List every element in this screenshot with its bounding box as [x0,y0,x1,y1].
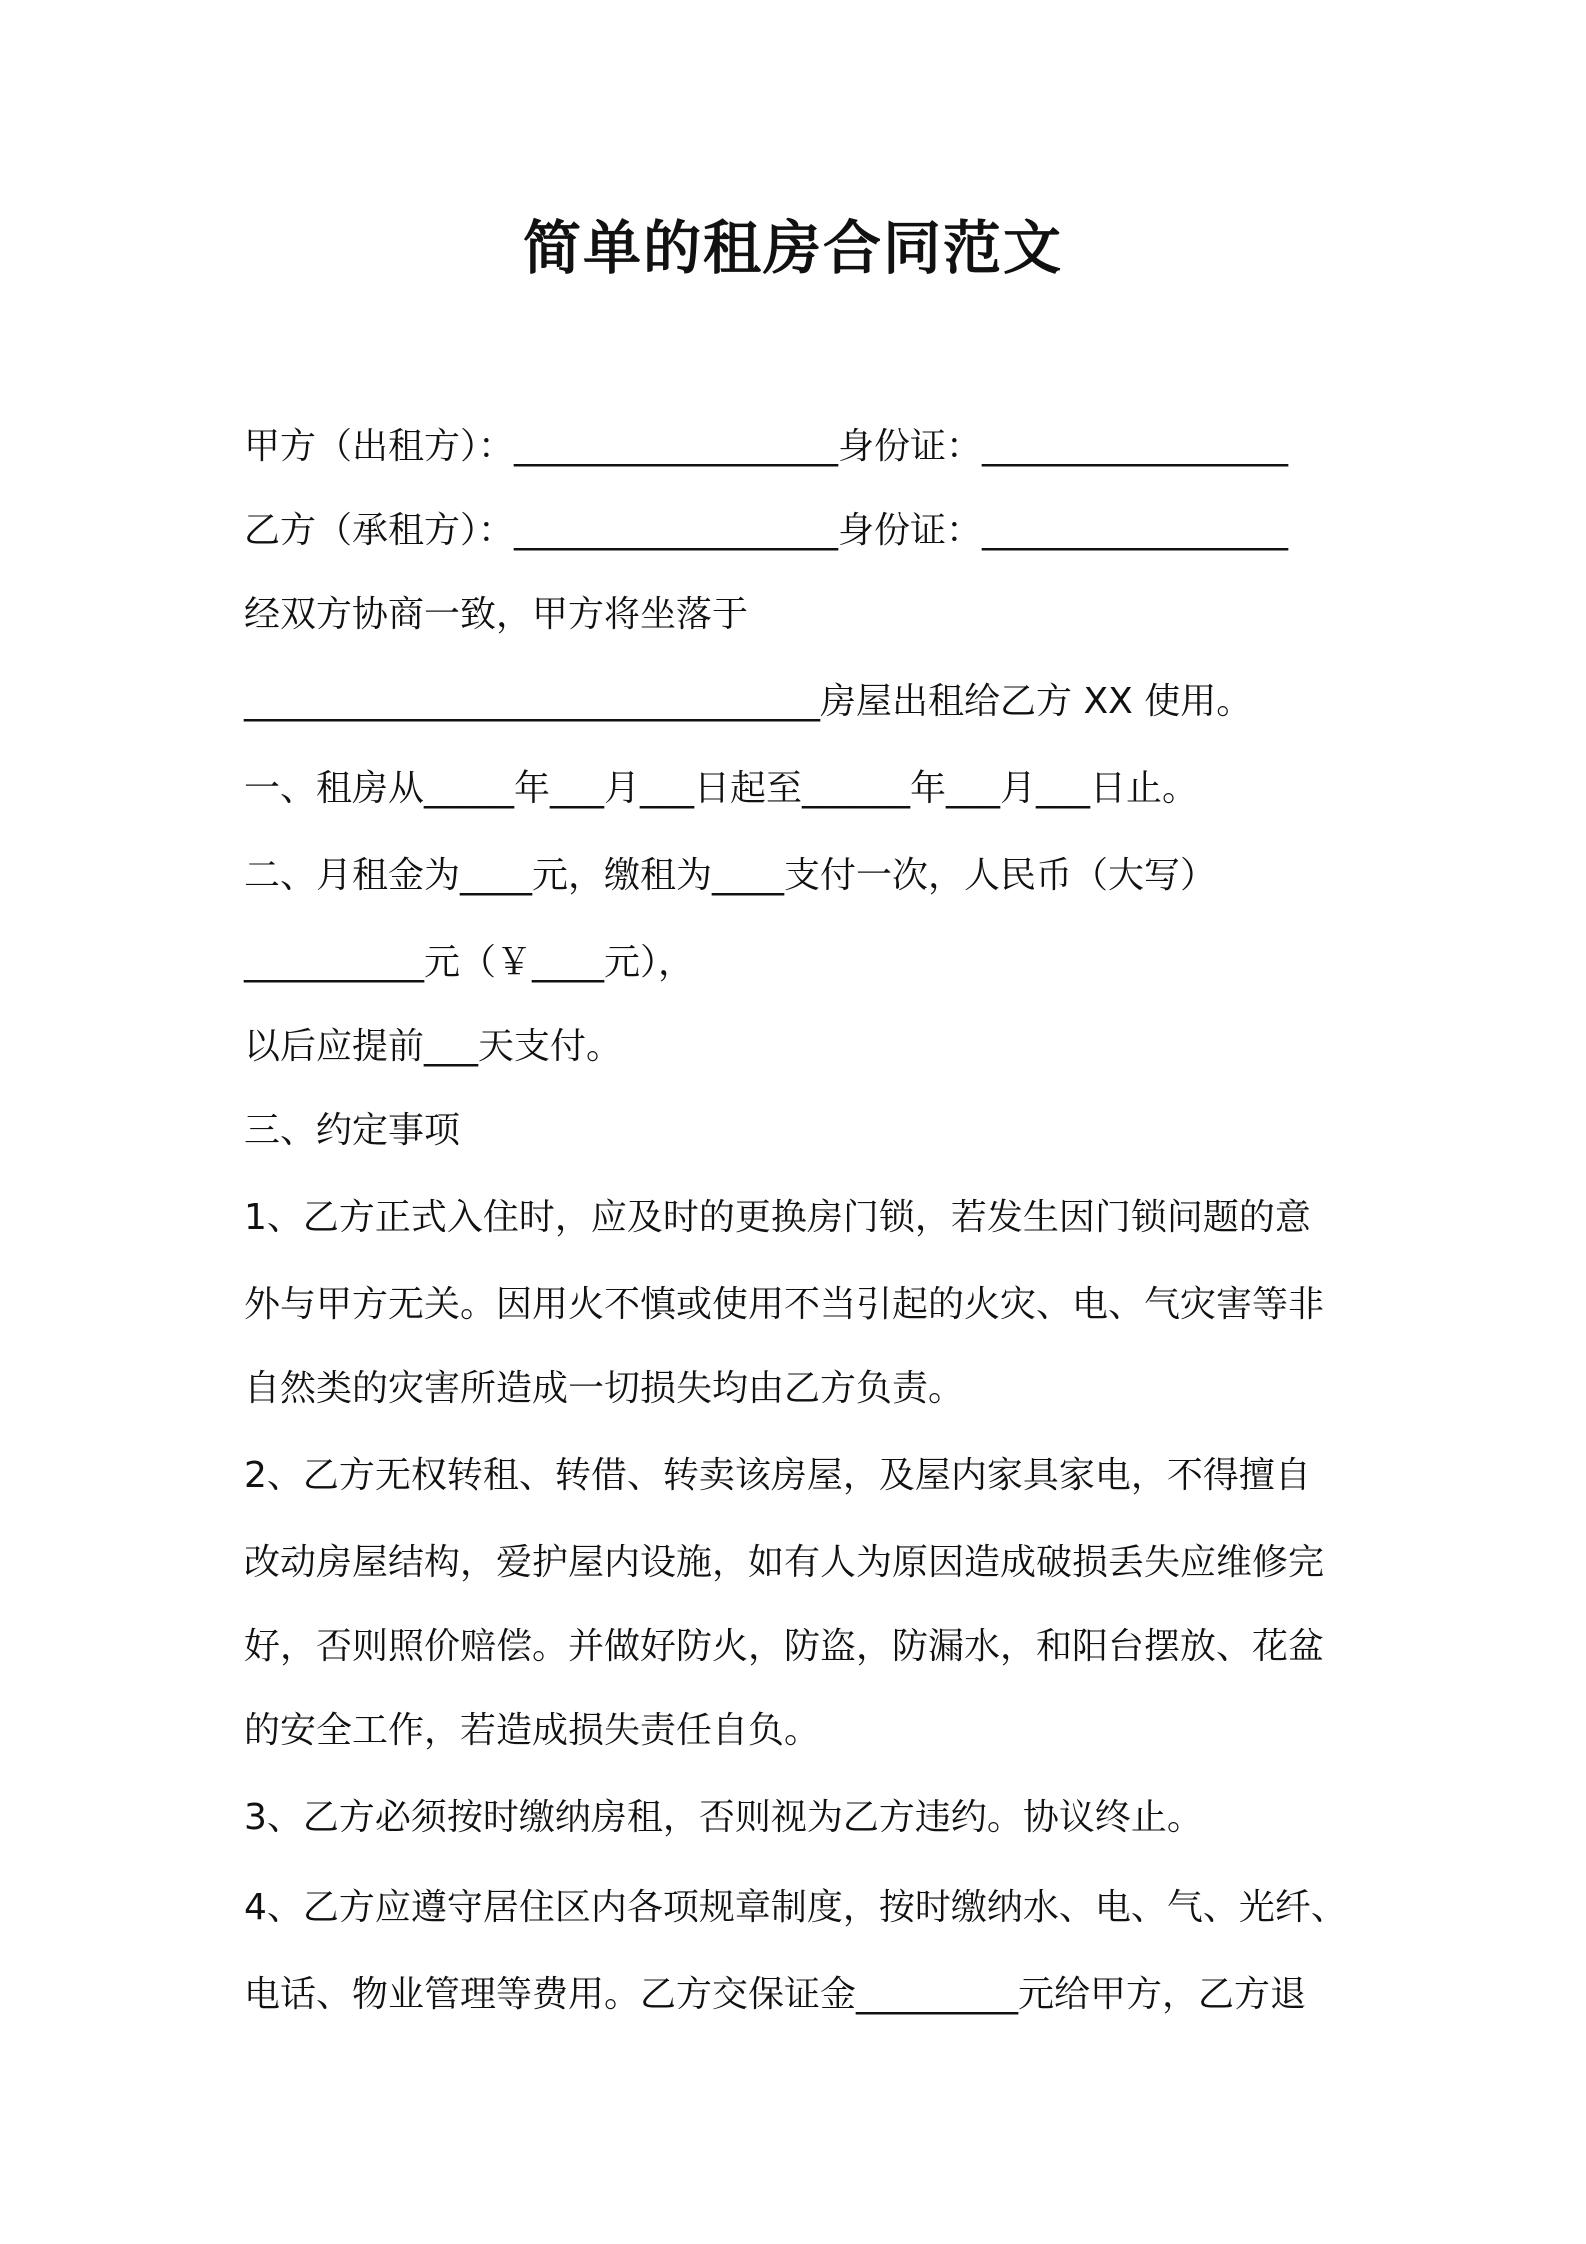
item-1-line-3: 自然类的灾害所造成一切损失均由乙方负责。 [244,1368,965,1409]
clause-2-rent-amount: __________元（￥____元）， [244,942,695,983]
clause-2-rent: 二、月租金为____元，缴租为____支付一次，人民币（大写） [244,855,1217,896]
document-title: 简单的租房合同范文 [522,214,1063,282]
item-1-line-1: 1、乙方正式入住时，应及时的更换房门锁，若发生因门锁问题的意 [244,1197,1311,1238]
property-address-line: ________________________________房屋出租给乙方 XX 使用。 [244,681,1253,722]
item-2-line-4: 的安全工作，若造成损失责任自负。 [244,1710,821,1751]
clause-2-advance-payment: 以后应提前___天支付。 [244,1026,623,1067]
party-a-line: 甲方（出租方）：__________________身份证：_________________ [244,426,1289,467]
item-2-line-2: 改动房屋结构，爱护屋内设施，如有人为原因造成破损丢失应维修完 [244,1542,1325,1583]
document-body [244,405,1364,2037]
item-1-line-2: 外与甲方无关。因用火不慎或使用不当引起的火灾、电、气灾害等非 [244,1284,1325,1325]
item-2-line-1: 2、乙方无权转租、转借、转卖该房屋，及屋内家具家电，不得擅自 [244,1455,1311,1496]
agreement-intro-line: 经双方协商一致，甲方将坐落于 [244,594,749,635]
clause-3-heading: 三、约定事项 [244,1110,461,1151]
clause-1-term: 一、租房从_____年___月___日起至______年___月___日止。 [244,768,1199,809]
party-b-line: 乙方（承租方）：__________________身份证：_________________ [244,510,1289,551]
item-4-line-2: 电话、物业管理等费用。乙方交保证金_________元给甲方，乙方退 [244,1974,1307,2015]
item-4-line-1: 4、乙方应遵守居住区内各项规章制度，按时缴纳水、电、气、光纤、 [244,1887,1347,1928]
item-2-line-3: 好，否则照价赔偿。并做好防火，防盗，防漏水，和阳台摆放、花盆 [244,1626,1325,1667]
item-3-line-1: 3、乙方必须按时缴纳房租，否则视为乙方违约。协议终止。 [244,1797,1203,1838]
